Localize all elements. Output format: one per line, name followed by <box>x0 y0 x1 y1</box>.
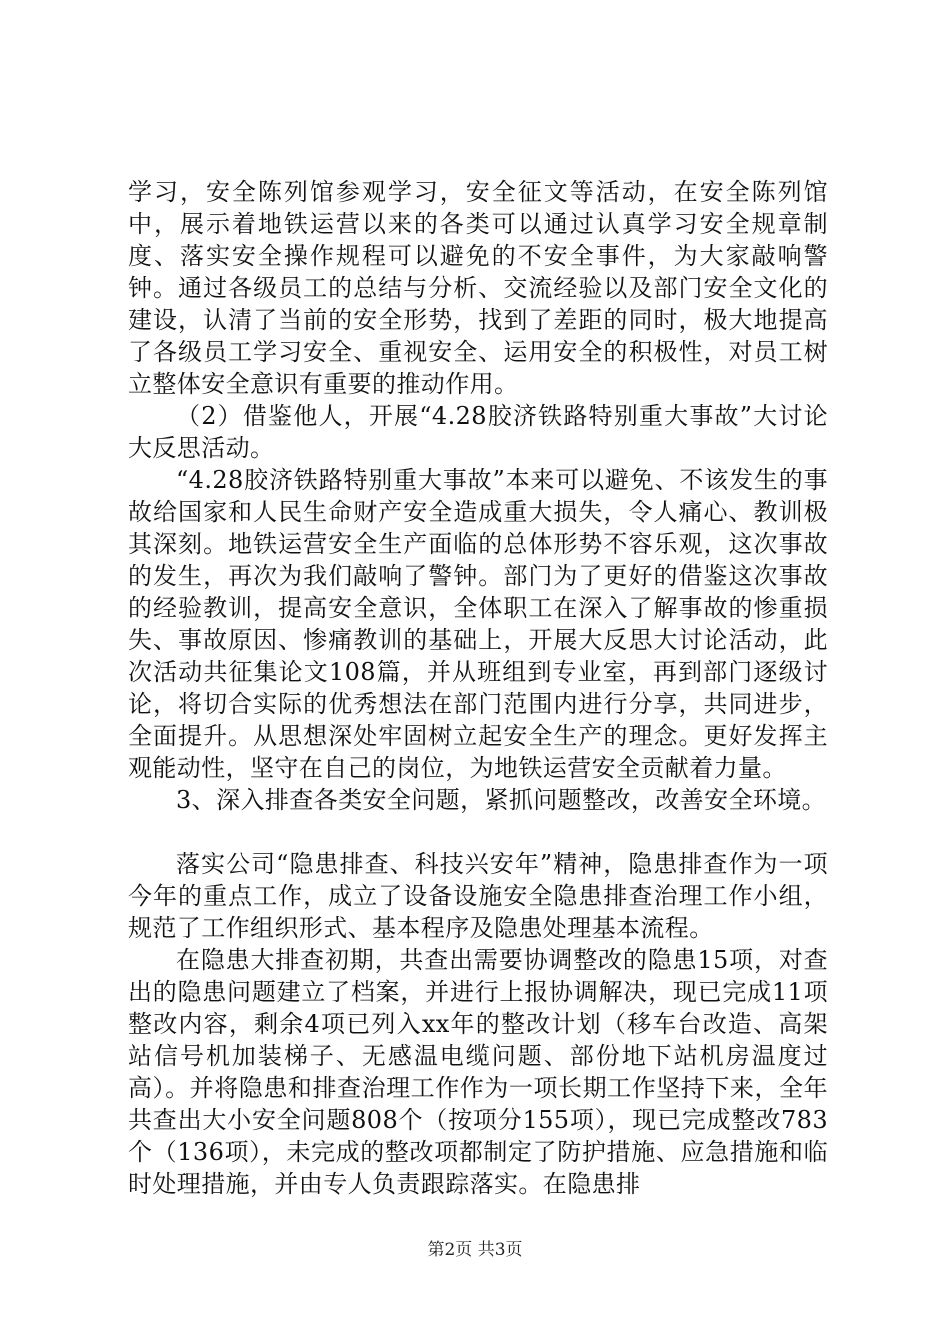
paragraph-hazard-results: 在隐患大排查初期，共查出需要协调整改的隐患15项，对查出的隐患问题建立了档案，并进行上报协调解决，现已完成11项整改内容，剩余4项已列入xx年的整改计划（移车台改造、高架站信号机加装梯子、无感温电缆问题、部份地下站机房温度过高）。并将隐患和排查治理工作作为一项长期工作坚持下来，全年共查出大小安全问题808个（按项分155项），现已完成整改783个（136项），未完成的整改项都制定了防护措施、应急措施和临时处理措施，并由专人负责跟踪落实。在隐患排 <box>128 946 828 1198</box>
paragraph-accident-reflection: “4.28胶济铁路特别重大事故”本来可以避免、不该发生的事故给国家和人民生命财产安全造成重大损失，令人痛心、教训极其深刻。地铁运营安全生产面临的总体形势不容乐观，这次事故的发生，再次为我们敲响了警钟。部门为了更好的借鉴这次事故的经验教训，提高安全意识，全体职工在深入了解事故的惨重损失、事故原因、惨痛教训的基础上，开展大反思大讨论活动，此次活动共征集论文108篇，并从班组到专业室，再到部门逐级讨论，将切合实际的优秀想法在部门范围内进行分享，共同进步，全面提升。从思想深处牢固树立起安全生产的理念。更好发挥主观能动性，坚守在自己的岗位，为地铁运营安全贡献着力量。 <box>128 466 828 782</box>
page-number-footer: 第2页 共3页 <box>427 1240 523 1260</box>
paragraph-hazard-inspection: 落实公司“隐患排查、科技兴安年”精神，隐患排查作为一项今年的重点工作，成立了设备设施安全隐患排查治理工作小组，规范了工作组织形式、基本程序及隐患处理基本流程。 <box>128 850 828 942</box>
paragraph-section-heading-2: （2）借鉴他人，开展“4.28胶济铁路特别重大事故”大讨论大反思活动。 <box>128 402 828 462</box>
document-body <box>128 176 828 1200</box>
paragraph-section-heading-3: 3、深入排查各类安全问题，紧抓问题整改，改善安全环境。 <box>176 786 827 814</box>
paragraph-continuation: 学习，安全陈列馆参观学习，安全征文等活动，在安全陈列馆中，展示着地铁运营以来的各类可以通过认真学习安全规章制度、落实安全操作规程可以避免的不安全事件，为大家敲响警钟。通过各级员工的总结与分析、交流经验以及部门安全文化的建设，认清了当前的安全形势，找到了差距的同时，极大地提高了各级员工学习安全、重视安全、运用安全的积极性，对员工树立整体安全意识有重要的推动作用。 <box>128 178 828 398</box>
